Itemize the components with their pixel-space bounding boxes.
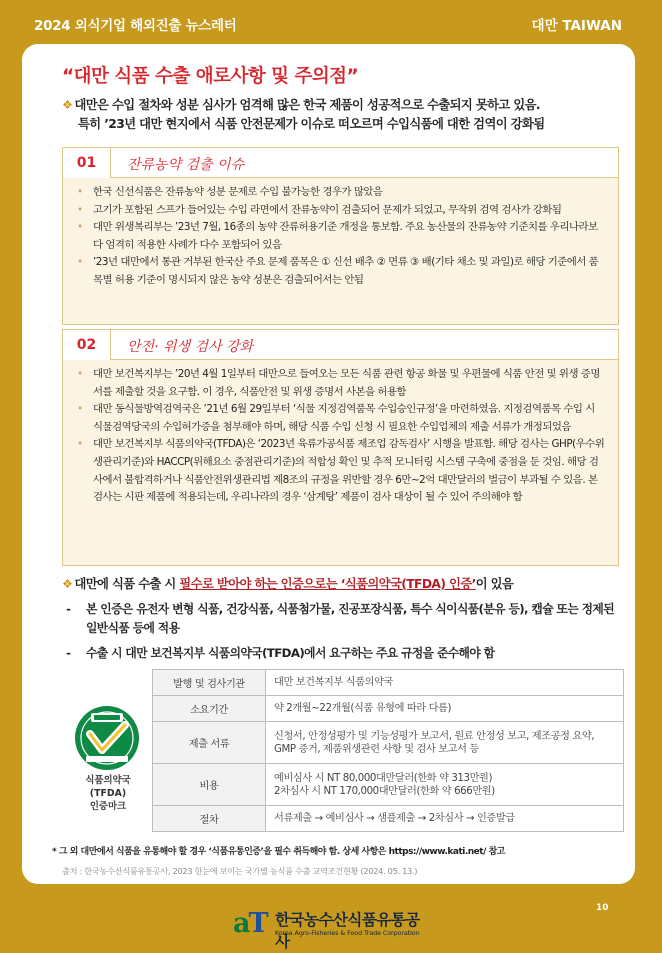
footnote: * 그 외 대만에서 식품을 유통해야 할 경우 ‘식품유통인증’을 필수 취득해야 함. 상세 사항은 https://www.kati.net/ 참고 xyxy=(52,847,505,857)
certification-highlight: 필수로 받아야 하는 인증으로는 ‘식품의약국(TFDA) 인증’ xyxy=(179,577,476,591)
diamond-bullet-icon: ❖ xyxy=(62,98,73,112)
at-logo-icon xyxy=(233,908,267,939)
page-headline: “대만 식품 수출 애로사항 및 주의점” xyxy=(62,66,359,87)
table-label: 소요기간 xyxy=(153,696,266,722)
at-logo xyxy=(233,906,433,951)
section-title: 잔류농약 검출 이슈 xyxy=(127,157,245,173)
logo-name-korean: 한국농수산식품유통공사 xyxy=(275,911,420,951)
table-row xyxy=(153,764,624,806)
list-item: • 대만 보건복지부는 ’20년 4월 1일부터 대만으로 들여오는 모든 식품 관련 항공 화물 및 우편물에 식품 안전 및 위생 증명서를 제출할 것을 요구함. 이 경우, 식품안전 및 위생 증명서 사본을 허용함 xyxy=(77,366,606,401)
table-row xyxy=(153,696,624,722)
table-label: 발행 및 검사기관 xyxy=(153,670,266,696)
intro-line-1: 대만은 수입 절차와 성분 심사가 엄격해 많은 한국 제품이 성공적으로 수출되지 못하고 있음. xyxy=(74,98,540,112)
table-value: 서류제출 → 예비심사 → 샘플제출 → 2차심사 → 인증발급 xyxy=(266,806,624,832)
table-row xyxy=(153,722,624,764)
page-number: 10 xyxy=(596,903,609,913)
certification-lead: 대만에 식품 수출 시 xyxy=(74,577,180,591)
list-item: - 본 인증은 유전자 변형 식품, 건강식품, 식품첨가물, 진공포장식품, 특수 식이식품(분유 등), 캡슐 또는 정제된 일반식품 등에 적용 xyxy=(66,600,621,638)
list-item: • 대만 보건복지부 식품의약국(TFDA)은 ‘2023년 육류가공식품 제조업 감독검사’ 시행을 발표함. 해당 검사는 GHP(우수위생관리기준)와 HACCP(위해요소 중점관리기준)의 적합성 확인 및 추적 모니터링 시스템 구축에 중점을 둔 것임. 해당 검사에서 불합격하거나 식품안전위생관리법 제8조의 규정을 위반할 경우 6만~2억 대만달러의 벌금이 부과될 수 있음. 본 검사는 시판 제품에 적용되는데, 우리나라의 경우 ‘삼계탕’ 제품이 검사 대상이 될 수 있어 주의해야 함 xyxy=(77,436,606,506)
table-label: 절차 xyxy=(153,806,266,832)
table-label: 비용 xyxy=(153,764,266,806)
list-item: • 한국 신선식품은 잔류농약 성분 문제로 수입 불가능한 경우가 많았음 xyxy=(77,184,606,202)
list-item: • ’23년 대만에서 통관 거부된 한국산 주요 문제 품목은 ① 신선 배추 ② 면류 ③ 배(기타 채소 및 과일)로 해당 기준에서 품목별 허용 기준이 명시되지 않은 농약 성분은 검출되어서는 안됨 xyxy=(77,254,606,289)
section-number: 01 xyxy=(63,148,111,178)
section-bullet-list xyxy=(63,178,618,290)
logo-mark-a: a xyxy=(233,908,249,939)
tfda-info-table xyxy=(152,669,624,832)
section-header xyxy=(63,148,618,178)
certification-points xyxy=(66,600,621,669)
section-header xyxy=(63,330,618,360)
tfda-certification-mark-icon xyxy=(72,704,142,772)
list-item: • 대만 위생복리부는 ’23년 7월, 16종의 농약 잔류허용기준 개정을 통보함. 주요 농산물의 잔류농약 기준치를 우리나라보다 엄격히 적용한 사례가 다수 포함되어 있음 xyxy=(77,219,606,254)
top-bar xyxy=(0,0,662,48)
list-item: • 대만 동식물방역검역국은 ’21년 6월 29일부터 ‘식물 지정검역품목 수입승인규정’을 마련하였음. 지정검역품목 수입 시 식물검역당국의 수입허가증을 첨부해야 하며, 해당 식품 수입 신청 시 필요한 수입업체의 제출 서류가 개정되었음 xyxy=(77,401,606,436)
section-bullet-list xyxy=(63,360,618,507)
region-label: 대만 TAIWAN xyxy=(531,18,622,34)
table-value: 약 2개월~22개월(식품 유형에 따라 다름) xyxy=(266,696,624,722)
content-card xyxy=(22,44,635,884)
newsletter-title: 2024 외식기업 해외진출 뉴스레터 xyxy=(34,18,237,34)
list-item: - 수출 시 대만 보건복지부 식품의약국(TFDA)에서 요구하는 주요 규정을 준수해야 함 xyxy=(66,644,621,663)
source-citation: 출처 : 한국농수산식품유통공사, 2023 한눈에 보이는 국가별 농식품 수출 교역조건현황 (2024. 05. 13.) xyxy=(62,866,418,876)
certification-heading xyxy=(62,574,622,592)
table-label: 제출 서류 xyxy=(153,722,266,764)
section-box-pesticide xyxy=(62,147,619,325)
section-title: 안전· 위생 검사 강화 xyxy=(127,339,253,355)
list-item: • 고기가 포함된 스프가 들어있는 수입 라면에서 잔류농약이 검출되어 문제가 되었고, 무작위 검역 검사가 강화됨 xyxy=(77,202,606,220)
certification-tail: 이 있음 xyxy=(475,577,514,591)
logo-name-english: Korea Agro-Fisheries & Food Trade Corporation xyxy=(275,929,420,937)
table-row xyxy=(153,806,624,832)
section-number: 02 xyxy=(63,330,111,360)
table-value: 예비심사 시 NT 80,000대만달러(한화 약 313만원) 2차심사 시 NT 170,000대만달러(한화 약 666만원) xyxy=(266,764,624,806)
intro-line-2: 특히 ’23년 대만 현지에서 식품 안전문제가 이슈로 떠오르며 수입식품에 대한 검역이 강화됨 xyxy=(78,117,545,131)
section-box-safety xyxy=(62,329,619,566)
mark-caption-text: 식품의약국 (TFDA) 인증마크 xyxy=(85,775,131,812)
table-value: 대만 보건복지부 식품의약국 xyxy=(266,670,624,696)
intro-text xyxy=(62,96,622,134)
logo-mark-t: T xyxy=(248,908,267,939)
mark-caption xyxy=(62,774,154,813)
table-value: 신청서, 안정성평가 및 기능성평가 보고서, 원료 안정성 보고, 제조공정 요약, GMP 증거, 제품위생관련 사항 및 검사 보고서 등 xyxy=(266,722,624,764)
table-row xyxy=(153,670,624,696)
diamond-bullet-icon: ❖ xyxy=(62,577,73,591)
